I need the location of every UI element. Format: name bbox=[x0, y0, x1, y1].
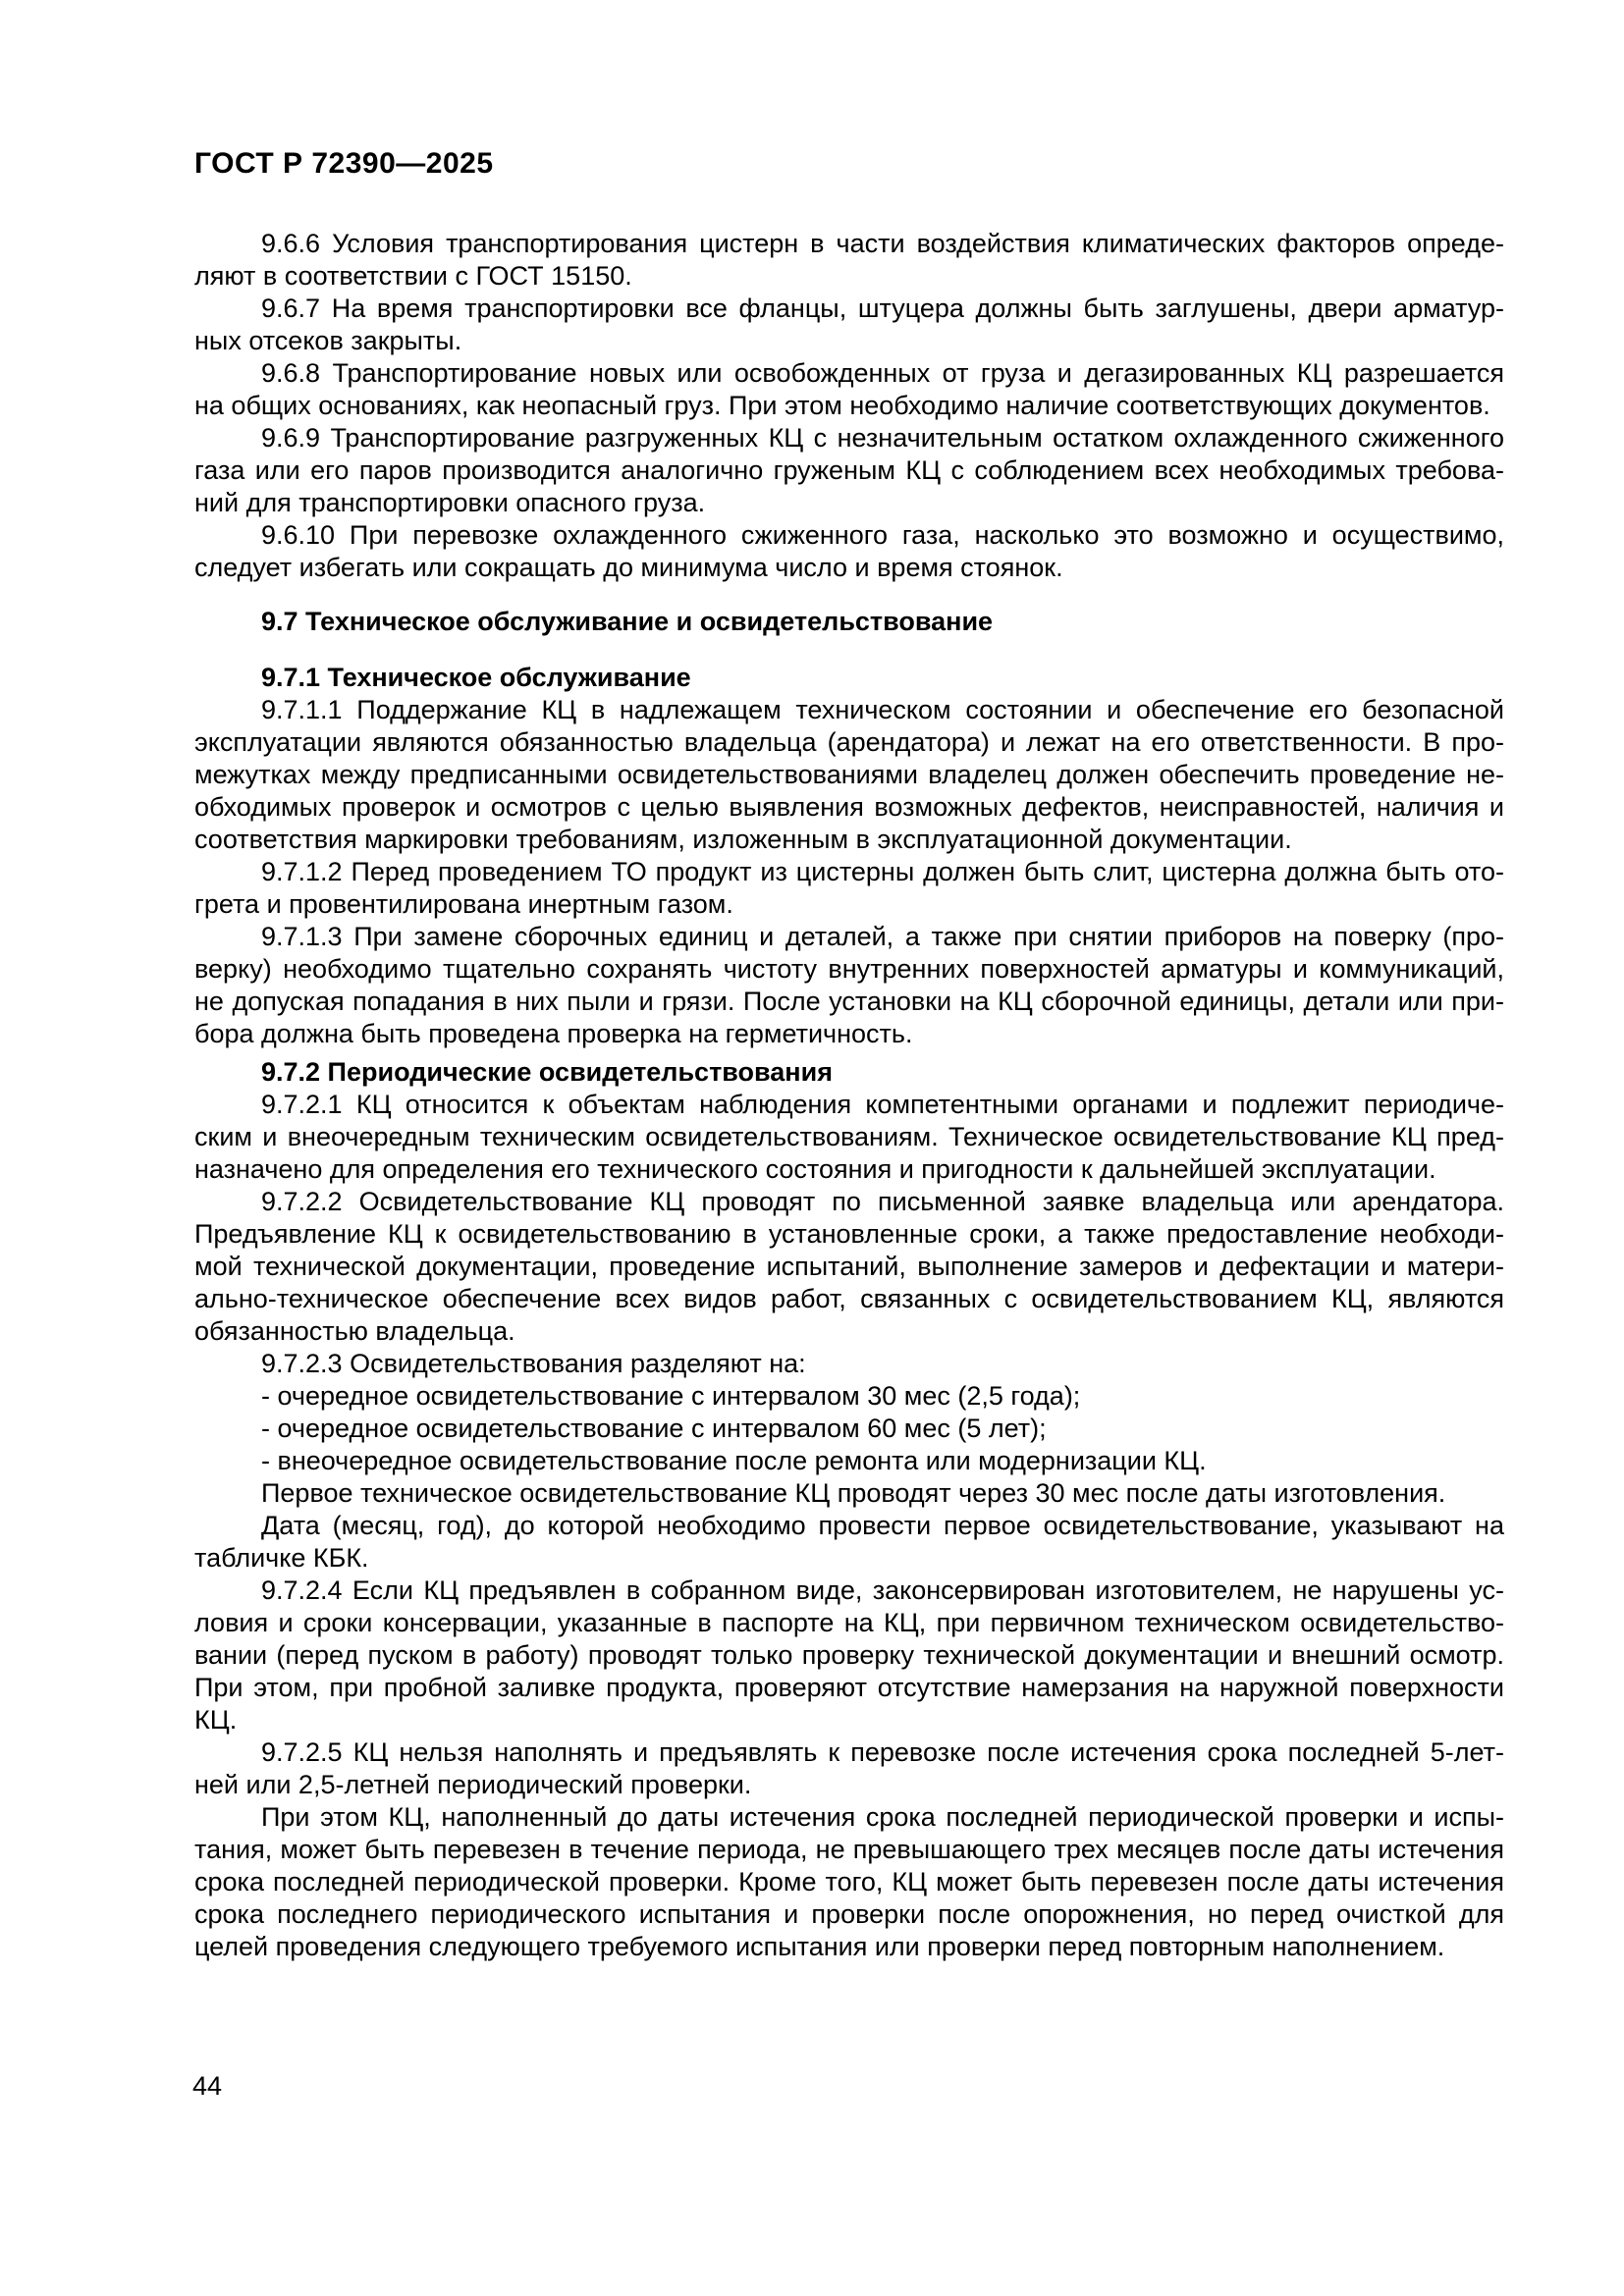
text-line: При этом КЦ, наполненный до даты истечения срока последней периодической проверки и испы- bbox=[261, 1802, 1504, 1832]
text-line: межутках между предписанными освидетельствованиями владелец должен обеспечить проведение не- bbox=[194, 760, 1504, 789]
text-line: тания, может быть перевезен в течение периода, не превышающего трех месяцев после даты истечения bbox=[194, 1835, 1504, 1864]
text-line: вании (перед пуском в работу) проводят только проверку технической документации и внешний осмотр. bbox=[194, 1640, 1504, 1670]
text-line: обязанностью владельца. bbox=[194, 1316, 515, 1346]
text-line: следует избегать или сокращать до минимума число и время стоянок. bbox=[194, 553, 1063, 582]
text-line: соответствия маркировки требованиям, изложенным в эксплуатационной документации. bbox=[194, 825, 1292, 854]
paragraph bbox=[194, 1510, 1504, 1575]
text-line: 9.7.2.4 Если КЦ предъявлен в собранном виде, законсервирован изготовителем, не нарушены ус- bbox=[261, 1575, 1504, 1605]
text-line: ней или 2,5-летней периодический проверки. bbox=[194, 1770, 752, 1799]
text-line: - очередное освидетельствование с интервалом 60 мес (5 лет); bbox=[261, 1414, 1047, 1443]
text-line: табличке КБК. bbox=[194, 1543, 369, 1573]
paragraph bbox=[194, 856, 1504, 921]
text-line: срока последнего периодического испытания и проверки после опорожнения, но перед очисткой для bbox=[194, 1899, 1504, 1929]
document-header-title: ГОСТ Р 72390—2025 bbox=[194, 147, 494, 180]
text-line: - внеочередное освидетельствование после ремонта или модернизации КЦ. bbox=[261, 1446, 1207, 1475]
text-line: газа или его паров производится аналогично груженым КЦ с соблюдением всех необходимых требова- bbox=[194, 455, 1504, 485]
section-heading: 9.7.2 Периодические освидетельствования bbox=[261, 1057, 833, 1087]
text-line: назначено для определения его технического состояния и пригодности к дальнейшей эксплуатации. bbox=[194, 1154, 1436, 1184]
paragraph bbox=[194, 422, 1504, 519]
text-line: ским и внеочередным техническим освидетельствованиям. Техническое освидетельствование КЦ пред- bbox=[194, 1122, 1504, 1151]
paragraph bbox=[194, 228, 1504, 293]
paragraph bbox=[194, 1089, 1504, 1186]
list-item bbox=[194, 1445, 1504, 1477]
list-item bbox=[194, 1413, 1504, 1445]
text-line: мой технической документации, проведение испытаний, выполнение замеров и дефектации и матери- bbox=[194, 1252, 1504, 1281]
text-line: 9.6.6 Условия транспортирования цистерн в части воздействия климатических факторов опреде- bbox=[261, 229, 1504, 258]
text-line: ляют в соответствии с ГОСТ 15150. bbox=[194, 261, 632, 291]
text-line: 9.7.2.3 Освидетельствования разделяют на: bbox=[261, 1349, 806, 1378]
text-line: обходимых проверок и осмотров с целью выявления возможных дефектов, неисправностей, наличия и bbox=[194, 792, 1504, 822]
paragraph bbox=[194, 357, 1504, 422]
text-line: ально-техническое обеспечение всех видов работ, связанных с освидетельствованием КЦ, являются bbox=[194, 1284, 1504, 1313]
paragraph bbox=[194, 1736, 1504, 1801]
text-line: 9.6.7 На время транспортировки все фланцы, штуцера должны быть заглушены, двери арматур- bbox=[261, 294, 1504, 323]
text-line: 9.7.1.1 Поддержание КЦ в надлежащем техническом состоянии и обеспечение его безопасной bbox=[261, 695, 1504, 724]
text-line: на общих основаниях, как неопасный груз. При этом необходимо наличие соответствующих документов. bbox=[194, 391, 1490, 420]
section-heading: 9.7 Техническое обслуживание и освидетельствование bbox=[261, 607, 994, 636]
text-line: эксплуатации являются обязанностью владельца (арендатора) и лежат на его ответственности. В про- bbox=[194, 727, 1504, 757]
document-body bbox=[194, 228, 1504, 1963]
text-line: 9.7.1.2 Перед проведением ТО продукт из цистерны должен быть слит, цистерна должна быть ото- bbox=[261, 857, 1504, 886]
paragraph bbox=[194, 921, 1504, 1050]
text-line: 9.7.2.1 КЦ относится к объектам наблюдения компетентными органами и подлежит периодиче- bbox=[261, 1090, 1504, 1119]
text-line: КЦ. bbox=[194, 1705, 238, 1735]
paragraph bbox=[194, 1186, 1504, 1348]
text-line: 9.7.2.5 КЦ нельзя наполнять и предъявлять к перевозке после истечения срока последней 5-лет- bbox=[261, 1737, 1504, 1767]
text-line: При этом, при пробной заливке продукта, проверяют отсутствие намерзания на наружной поверхности bbox=[194, 1673, 1504, 1702]
text-line: 9.6.8 Транспортирование новых или освобожденных от груза и дегазированных КЦ разрешается bbox=[261, 358, 1504, 388]
text-line: Предъявление КЦ к освидетельствованию в установленные сроки, а также предоставление необходи- bbox=[194, 1219, 1504, 1249]
paragraph bbox=[194, 1575, 1504, 1736]
text-line: ных отсеков закрыты. bbox=[194, 326, 462, 355]
paragraph bbox=[194, 1348, 1504, 1380]
text-line: срока последней периодической проверки. Кроме того, КЦ может быть перевезен после даты истечения bbox=[194, 1867, 1504, 1896]
text-line: 9.7.2.2 Освидетельствование КЦ проводят по письменной заявке владельца или арендатора. bbox=[261, 1187, 1504, 1216]
text-line: не допуская попадания в них пыли и грязи. После установки на КЦ сборочной единицы, детали или при- bbox=[194, 987, 1504, 1016]
paragraph bbox=[194, 694, 1504, 856]
text-line: ловия и сроки консервации, указанные в паспорте на КЦ, при первичном техническом освидетельство- bbox=[194, 1608, 1504, 1637]
text-line: бора должна быть проведена проверка на герметичность. bbox=[194, 1019, 913, 1048]
text-line: - очередное освидетельствование с интервалом 30 мес (2,5 года); bbox=[261, 1381, 1081, 1411]
text-line: грета и провентилирована инертным газом. bbox=[194, 889, 733, 919]
paragraph bbox=[194, 1477, 1504, 1510]
text-line: Дата (месяц, год), до которой необходимо провести первое освидетельствование, указывают на bbox=[261, 1511, 1504, 1540]
text-line: 9.6.9 Транспортирование разгруженных КЦ с незначительным остатком охлажденного сжиженного bbox=[261, 423, 1504, 453]
paragraph bbox=[194, 293, 1504, 357]
text-line: 9.7.1.3 При замене сборочных единиц и деталей, а также при снятии приборов на поверку (про- bbox=[261, 922, 1504, 951]
paragraph bbox=[194, 1801, 1504, 1963]
section-heading: 9.7.1 Техническое обслуживание bbox=[261, 663, 691, 692]
text-line: 9.6.10 При перевозке охлажденного сжиженного газа, насколько это возможно и осуществимо, bbox=[261, 520, 1504, 550]
text-line: целей проведения следующего требуемого испытания или проверки перед повторным наполнением. bbox=[194, 1932, 1445, 1961]
paragraph bbox=[194, 519, 1504, 584]
text-line: Первое техническое освидетельствование КЦ проводят через 30 мес после даты изготовления. bbox=[261, 1478, 1446, 1508]
text-line: ний для транспортировки опасного груза. bbox=[194, 488, 706, 517]
page-number: 44 bbox=[192, 2071, 223, 2101]
text-line: верку) необходимо тщательно сохранять чистоту внутренних поверхностей арматуры и коммуникаций, bbox=[194, 954, 1504, 984]
list-item bbox=[194, 1380, 1504, 1413]
